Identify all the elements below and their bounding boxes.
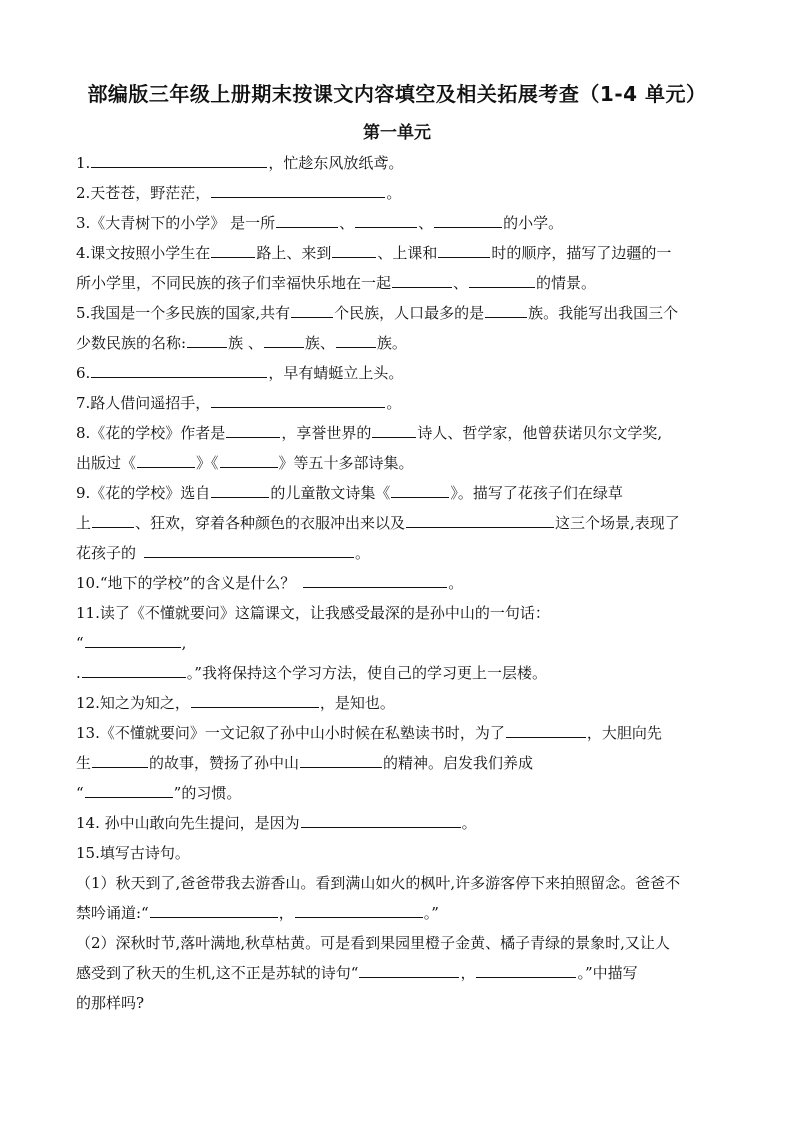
answer-blank[interactable] xyxy=(82,659,186,678)
question-12: 12.知之为知之， ，是知也。 xyxy=(76,688,720,718)
question-15-1: （1）秋天到了,爸爸带我去游香山。看到满山如火的枫叶,许多游客停下来拍照留念。爸爸不 xyxy=(76,874,681,892)
question-13: 13.《不懂就要问》一文记叙了孙中山小时候在私塾读书时，为了 ，大胆向先 xyxy=(76,718,720,748)
answer-blank[interactable] xyxy=(355,209,417,228)
question-4: 4.课文按照小学生在 路上、来到 、上课和 时的顺序，描写了边疆的一 xyxy=(76,238,720,268)
question-5-cont: 少数民族的名称: 族 、 族、 族。 xyxy=(76,328,720,358)
answer-blank[interactable] xyxy=(506,719,586,738)
answer-blank[interactable] xyxy=(85,779,173,798)
answer-blank[interactable] xyxy=(434,209,502,228)
question-9-cont: 花孩子的 。 xyxy=(76,538,720,568)
answer-blank[interactable] xyxy=(187,329,227,348)
question-13-cont: “ ”的习惯。 xyxy=(76,778,720,808)
question-2: 2.天苍苍，野茫茫， 。 xyxy=(76,178,720,208)
answer-blank[interactable] xyxy=(144,539,354,558)
answer-blank[interactable] xyxy=(226,419,280,438)
question-list xyxy=(76,148,720,1018)
question-11-cont: . 。”我将保持这个学习方法，使自己的学习更上一层楼。 xyxy=(76,658,720,688)
section-heading: 第一单元 xyxy=(363,123,431,143)
question-13-cont: 生 的故事，赞扬了孙中山 的精神。启发我们养成 xyxy=(76,748,720,778)
question-9: 9.《花的学校》选自 的儿童散文诗集《 》。描写了花孩子们在绿草 xyxy=(76,478,720,508)
answer-blank[interactable] xyxy=(220,449,278,468)
answer-blank[interactable] xyxy=(150,899,278,918)
answer-blank[interactable] xyxy=(92,509,134,528)
answer-blank[interactable] xyxy=(295,899,423,918)
question-15-2: （2）深秋时节,落叶满地,秋草枯黄。可是看到果园里橙子金黄、橘子青绿的景象时,又让人 xyxy=(76,934,670,952)
answer-blank[interactable] xyxy=(92,749,148,768)
answer-blank[interactable] xyxy=(264,329,304,348)
answer-blank[interactable] xyxy=(406,509,554,528)
question-15-1-cont: 禁吟诵道:“ ， 。” xyxy=(76,898,720,928)
question-14: 14. 孙中山敢向先生提问，是因为 。 xyxy=(76,808,720,838)
answer-blank[interactable] xyxy=(359,959,459,978)
answer-blank[interactable] xyxy=(137,449,195,468)
answer-blank[interactable] xyxy=(211,479,269,498)
question-15-2-cont: 的那样吗? xyxy=(76,994,145,1012)
answer-blank[interactable] xyxy=(211,389,385,408)
answer-blank[interactable] xyxy=(392,269,452,288)
answer-blank[interactable] xyxy=(391,479,449,498)
answer-blank[interactable] xyxy=(438,239,490,258)
question-10: 10.“地下的学校”的含义是什么？ 。 xyxy=(76,568,720,598)
question-8-cont: 出版过《 》《 》等五十多部诗集。 xyxy=(76,448,720,478)
question-15-2-cont: 感受到了秋天的生机,这不正是苏轼的诗句“ ， 。”中描写 xyxy=(76,958,720,988)
page-title: 部编版三年级上册期末按课文内容填空及相关拓展考查（1-4 单元） xyxy=(87,82,707,106)
question-5: 5.我国是一个多民族的国家,共有 个民族，人口最多的是 族。我能写出我国三个 xyxy=(76,298,720,328)
question-15: 15.填写古诗句。 xyxy=(76,844,190,862)
answer-blank[interactable] xyxy=(303,569,447,588)
question-8: 8.《花的学校》作者是 ，享誉世界的 诗人、哲学家，他曾获诺贝尔文学奖, xyxy=(76,418,720,448)
question-9-cont: 上 、狂欢，穿着各种颜色的衣服冲出来以及 这三个场景,表现了 xyxy=(76,508,720,538)
question-4-cont: 所小学里，不同民族的孩子们幸福快乐地在一起 、 的情景。 xyxy=(76,268,720,298)
answer-blank[interactable] xyxy=(211,179,385,198)
answer-blank[interactable] xyxy=(301,809,461,828)
question-7: 7.路人借问遥招手， 。 xyxy=(76,388,720,418)
question-3: 3.《大青树下的小学》 是一所 、 、 的小学。 xyxy=(76,208,720,238)
answer-blank[interactable] xyxy=(336,329,376,348)
answer-blank[interactable] xyxy=(476,959,576,978)
answer-blank[interactable] xyxy=(372,419,416,438)
answer-blank[interactable] xyxy=(300,749,382,768)
answer-blank[interactable] xyxy=(332,239,376,258)
answer-blank[interactable] xyxy=(91,359,267,378)
answer-blank[interactable] xyxy=(469,269,535,288)
answer-blank[interactable] xyxy=(211,239,255,258)
question-1: 1. ，忙趁东风放纸鸢。 xyxy=(76,148,720,178)
question-11-cont: “ , xyxy=(76,628,720,658)
answer-blank[interactable] xyxy=(91,149,267,168)
question-6: 6. ，早有蜻蜓立上头。 xyxy=(76,358,720,388)
answer-blank[interactable] xyxy=(485,299,527,318)
question-11: 11.读了《不懂就要问》这篇课文，让我感受最深的是孙中山的一句话： xyxy=(76,604,550,622)
answer-blank[interactable] xyxy=(191,689,319,708)
answer-blank[interactable] xyxy=(85,629,181,648)
answer-blank[interactable] xyxy=(276,209,338,228)
answer-blank[interactable] xyxy=(291,299,333,318)
